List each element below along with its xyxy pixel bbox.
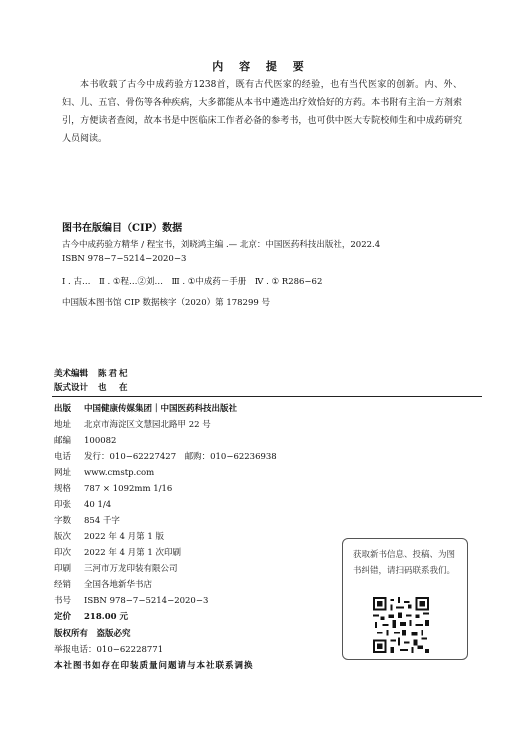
cip-heading: 图书在版编目（CIP）数据 (62, 223, 183, 234)
summary-title: 内 容 提 要 (212, 60, 310, 73)
summary-paragraph: 本书收载了古今中成药验方1238首，既有古代医家的经验，也有当代医家的创新。内、外、妇、儿、五官、骨伤等各种疾病，大多都能从本书中遴选出疗效恰好的方药。本书附有主治－方剂索引，方便读者查阅，故本书是中医临床工作者必备的参考书，也可供中医大专院校师生和中成药研究人员阅读。 (62, 80, 462, 144)
info-label: 字数 (54, 516, 72, 526)
info-format (54, 482, 172, 496)
info-address (54, 418, 211, 432)
info-value: 三河市万龙印装有限公司 (84, 564, 178, 574)
qr-contact-box (342, 538, 468, 660)
report-hotline: 举报电话：010−62228771 (54, 645, 164, 655)
qr-caption: 获取新书信息、投稿、为图书纠错，请扫码联系我们。 (353, 550, 456, 576)
info-label: 版次 (54, 532, 72, 542)
cip-classification-line: Ⅰ . 古… Ⅱ . ①程…②刘… Ⅲ . ①中成药－手册 Ⅳ . ① R286−62 (62, 277, 323, 287)
info-impression (54, 546, 181, 560)
info-value: 北京市海淀区文慧园北路甲 22 号 (84, 420, 211, 430)
info-value: 787 × 1092mm 1/16 (84, 484, 173, 494)
info-label: 经销 (54, 580, 72, 590)
info-sheets (54, 498, 111, 512)
info-value: ISBN 978−7−5214−2020−3 (84, 596, 209, 606)
info-label: 印次 (54, 548, 72, 558)
info-label: 网址 (54, 468, 72, 478)
info-value: 全国各地新华书店 (84, 580, 153, 590)
info-value: 40 1/4 (84, 500, 112, 510)
credit-layout-designer (54, 381, 130, 393)
info-value: 218.00 元 (84, 612, 128, 622)
credit-value: 也 在 (98, 383, 130, 393)
info-label: 邮编 (54, 436, 72, 446)
info-edition (54, 530, 164, 544)
info-phone (54, 450, 277, 464)
credit-value: 陈君杞 (98, 369, 130, 379)
qr-code-icon[interactable] (373, 597, 429, 653)
info-label: 定价 (54, 612, 72, 622)
info-price (54, 610, 128, 624)
info-value: 100082 (84, 436, 117, 446)
info-label: 地址 (54, 420, 72, 430)
info-label: 印张 (54, 500, 72, 510)
info-publisher (54, 402, 237, 416)
quality-notice: 本社图书如存在印装质量问题请与本社联系调换 (54, 661, 254, 671)
info-label: 出版 (54, 404, 72, 414)
credit-art-editor (54, 367, 130, 379)
info-word-count (54, 514, 120, 528)
copyright-notice: 版权所有 盗版必究 (54, 629, 131, 639)
info-distributor (54, 578, 152, 592)
credit-label: 版式设计 (54, 383, 89, 393)
cip-title-line: 古今中成药验方精华 / 程宝书，刘晓鸿主编 .— 北京：中国医药科技出版社，2022.4 (62, 240, 381, 250)
info-label: 书号 (54, 596, 72, 606)
info-printer (54, 562, 178, 576)
info-value: 发行：010−62227427 邮购：010−62236938 (84, 452, 277, 462)
cip-record-line: 中国版本图书馆 CIP 数据核字（2020）第 178299 号 (62, 298, 270, 308)
info-value: 2022 年 4 月第 1 版 (84, 532, 164, 542)
info-label: 印刷 (54, 564, 72, 574)
info-label: 电话 (54, 452, 72, 462)
divider (52, 396, 482, 397)
info-value: 中国健康传媒集团｜中国医药科技出版社 (84, 404, 238, 414)
info-value: www.cmstp.com (84, 468, 155, 478)
info-postcode (54, 434, 116, 448)
info-value: 2022 年 4 月第 1 次印刷 (84, 548, 181, 558)
info-website (54, 466, 154, 480)
info-isbn (54, 594, 208, 608)
cip-isbn-line: ISBN 978−7−5214−2020−3 (62, 254, 187, 264)
info-value: 854 千字 (84, 516, 120, 526)
summary-body (62, 76, 462, 148)
credit-label: 美术编辑 (54, 369, 89, 379)
info-label: 规格 (54, 484, 72, 494)
